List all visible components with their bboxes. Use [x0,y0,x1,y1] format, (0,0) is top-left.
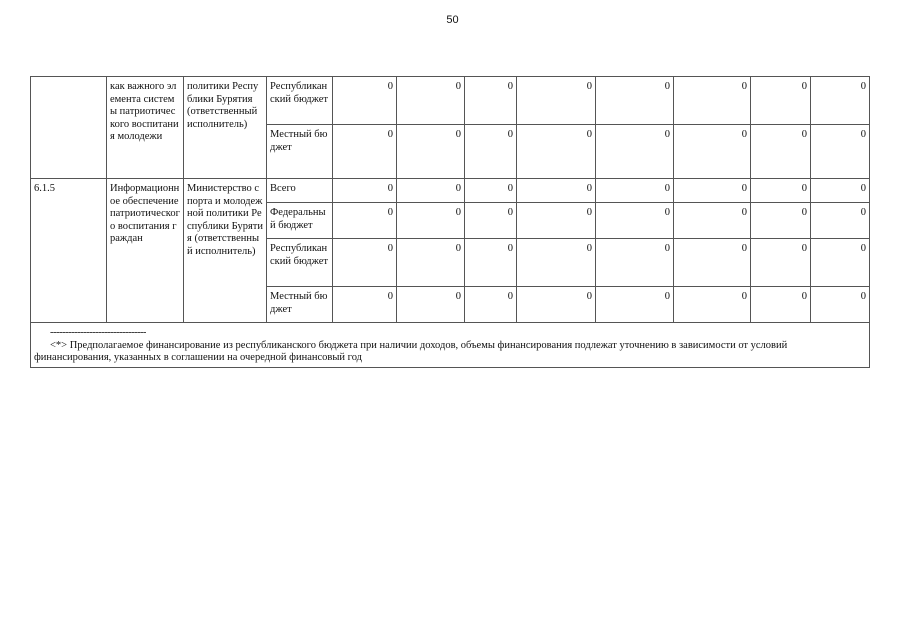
value-cell: 0 [517,239,596,287]
value-cell: 0 [596,125,674,179]
value-cell: 0 [751,239,811,287]
value-cell: 0 [811,239,870,287]
value-cell: 0 [811,179,870,203]
value-cell: 0 [596,287,674,323]
value-cell: 0 [751,287,811,323]
value-cell: 0 [596,77,674,125]
value-cell: 0 [333,239,397,287]
value-cell: 0 [596,239,674,287]
value-cell: 0 [517,125,596,179]
value-cell: 0 [465,203,517,239]
value-cell: 0 [751,77,811,125]
value-cell: 0 [596,203,674,239]
value-cell: 0 [397,179,465,203]
footnote-cell [31,323,870,368]
measure-name-cell: как важного элемента системы патриотического воспитания молодежи [107,77,184,179]
budget-source-cell: Республиканский бюджет [267,77,333,125]
value-cell: 0 [333,203,397,239]
budget-source-cell: Местный бюджет [267,287,333,323]
value-cell: 0 [397,287,465,323]
table-row [31,77,870,125]
value-cell: 0 [333,125,397,179]
value-cell: 0 [811,287,870,323]
value-cell: 0 [465,77,517,125]
value-cell: 0 [397,203,465,239]
budget-source-cell: Республиканский бюджет [267,239,333,287]
value-cell: 0 [397,77,465,125]
value-cell: 0 [674,179,751,203]
value-cell: 0 [517,77,596,125]
value-cell: 0 [674,77,751,125]
measure-name-cell: Информационное обеспечение патриотического воспитания граждан [107,179,184,323]
budget-source-cell: Федеральный бюджет [267,203,333,239]
value-cell: 0 [333,179,397,203]
budget-source-cell: Местный бюджет [267,125,333,179]
value-cell: 0 [674,239,751,287]
executor-cell: политики Республики Бурятия (ответственный исполнитель) [184,77,267,179]
footnote-text: <*> Предполагаемое финансирование из республиканского бюджета при наличии доходов, объемы финансирования подлежат уточнению в зависимости от условий финансирования, указанных в соглашении на очередной финансовый год [34,339,788,363]
footnote-separator: -------------------------------- [50,327,146,338]
value-cell: 0 [751,125,811,179]
value-cell: 0 [465,125,517,179]
page-number: 50 [446,14,459,26]
budget-table [30,76,870,368]
value-cell: 0 [333,287,397,323]
value-cell: 0 [465,239,517,287]
value-cell: 0 [397,239,465,287]
value-cell: 0 [674,125,751,179]
budget-source-cell: Всего [267,179,333,203]
value-cell: 0 [674,287,751,323]
value-cell: 0 [465,287,517,323]
value-cell: 0 [397,125,465,179]
value-cell: 0 [811,203,870,239]
row-number-cell [31,77,107,179]
value-cell: 0 [811,77,870,125]
table-row [31,179,870,203]
row-number-cell: 6.1.5 [31,179,107,323]
value-cell: 0 [333,77,397,125]
value-cell: 0 [465,179,517,203]
value-cell: 0 [596,179,674,203]
value-cell: 0 [751,203,811,239]
footnote-row [31,323,870,368]
value-cell: 0 [517,203,596,239]
value-cell: 0 [517,179,596,203]
value-cell: 0 [811,125,870,179]
executor-cell: Министерство спорта и молодежной политики Республики Бурятия (ответственный исполнитель) [184,179,267,323]
value-cell: 0 [517,287,596,323]
value-cell: 0 [674,203,751,239]
value-cell: 0 [751,179,811,203]
